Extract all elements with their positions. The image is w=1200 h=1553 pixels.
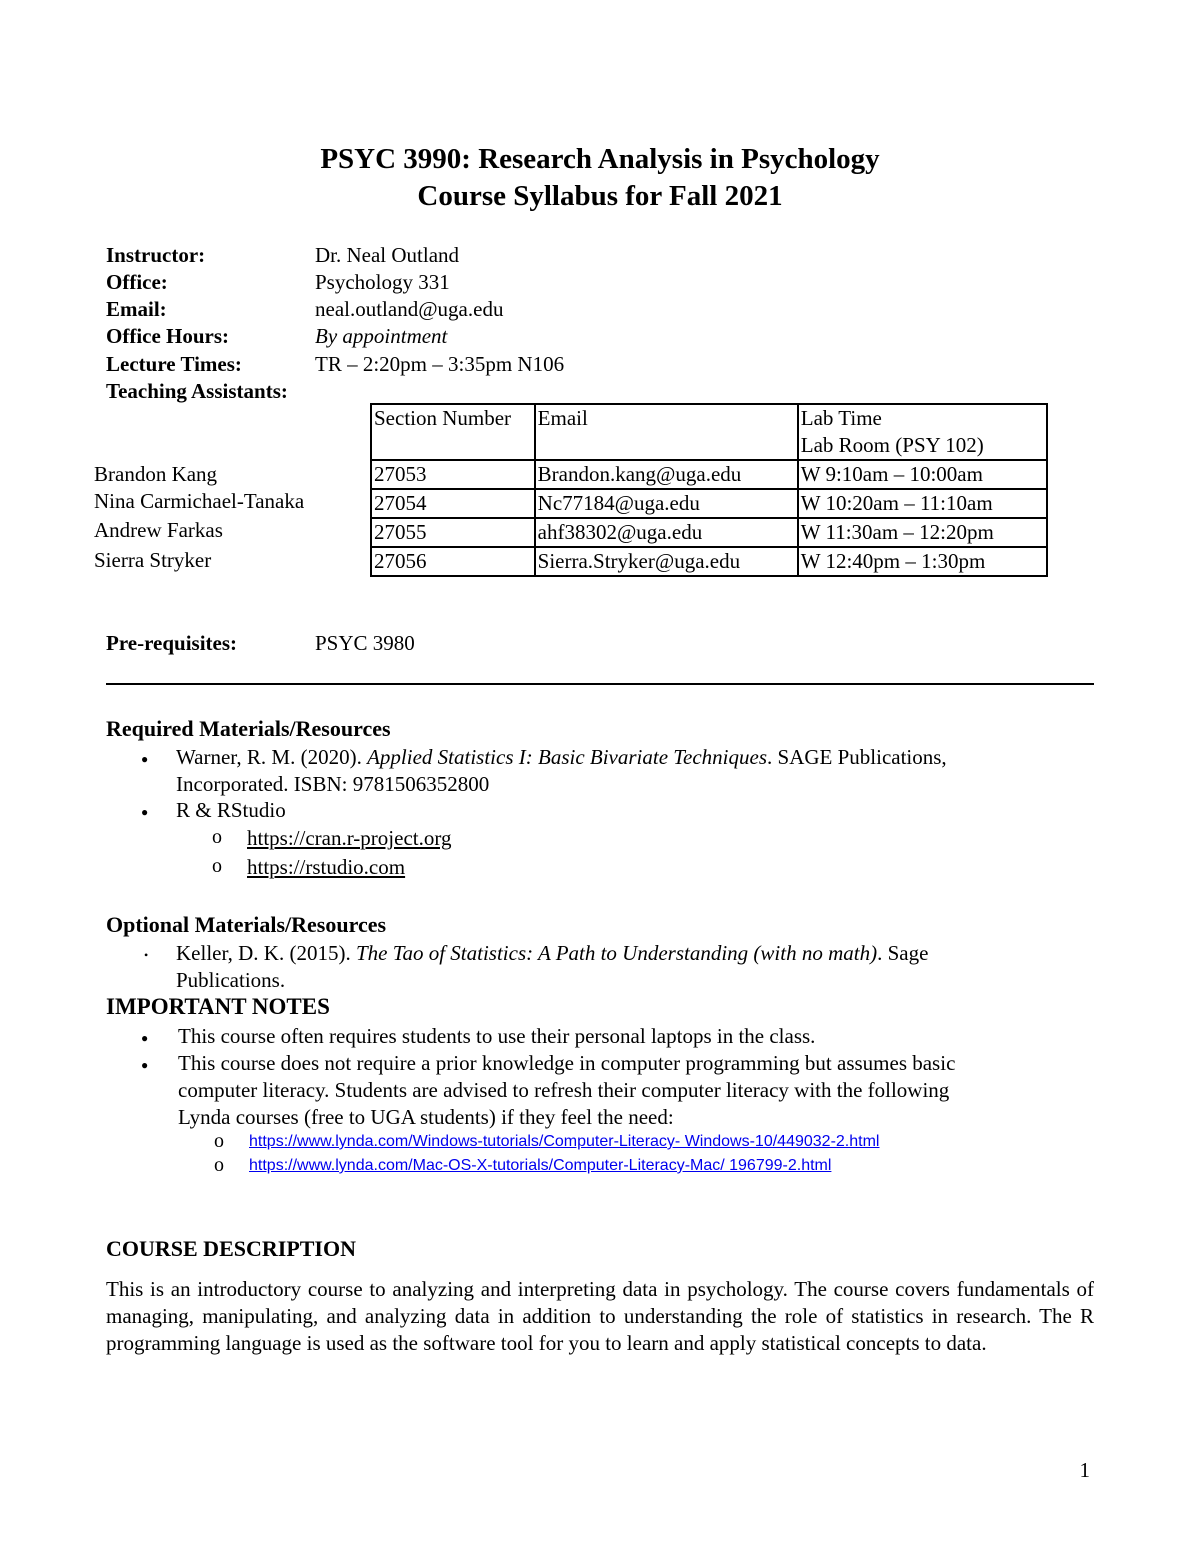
- note-laptops: This course often requires students to use their personal laptops in the class.: [178, 1024, 816, 1048]
- ta-name: Nina Carmichael-Tanaka: [94, 489, 305, 513]
- email-value: neal.outland@uga.edu: [315, 297, 504, 321]
- course-description-text: This is an introductory course to analyzing and interpreting data in psychology. The course covers fundamentals of managing, manipulating, and analyzing data in addition to understanding the role of statistics in research. The R programming language is used as the software tool for you to learn and apply statistical concepts to data.: [106, 1277, 1094, 1355]
- header-email: Email: [535, 404, 798, 460]
- keller-publisher: . Sage: [877, 941, 929, 965]
- table-row: [371, 547, 1047, 576]
- sub-bullet-icon: o: [212, 826, 222, 848]
- bullet-icon: ●: [141, 805, 149, 819]
- instructor-label: Instructor:: [106, 243, 206, 267]
- warner-publisher: . SAGE Publications,: [767, 745, 947, 769]
- note-programming-line3: Lynda courses (free to UGA students) if they feel the need:: [178, 1105, 674, 1129]
- section-cell: 27056: [371, 547, 535, 576]
- section-cell: 27054: [371, 489, 535, 518]
- lab-time-cell: W 12:40pm – 1:30pm: [798, 547, 1047, 576]
- page-number: 1: [1079, 1458, 1090, 1482]
- email-cell: Sierra.Stryker@uga.edu: [535, 547, 798, 576]
- bullet-icon: •: [144, 948, 149, 962]
- lynda-mac-link[interactable]: https://www.lynda.com/Mac-OS-X-tutorials/Computer-Literacy-Mac/ 196799-2.html: [249, 1157, 832, 1174]
- bullet-icon: ●: [141, 752, 149, 766]
- office-label: Office:: [106, 270, 168, 294]
- sub-bullet-icon: o: [214, 1130, 224, 1152]
- email-cell: Nc77184@uga.edu: [535, 489, 798, 518]
- email-cell: ahf38302@uga.edu: [535, 518, 798, 547]
- required-materials-heading: Required Materials/Resources: [106, 716, 391, 741]
- note-programming-line2: computer literacy. Students are advised to refresh their computer literacy with the following: [178, 1078, 950, 1102]
- prereq-label: Pre-requisites:: [106, 631, 238, 655]
- warner-citation: Warner, R. M. (2020).: [176, 745, 368, 769]
- document-subtitle: Course Syllabus for Fall 2021: [417, 180, 783, 212]
- teaching-assistants-label: Teaching Assistants:: [106, 379, 288, 403]
- optional-materials-heading: Optional Materials/Resources: [106, 912, 387, 937]
- ta-table: [370, 403, 1048, 577]
- header-lab-room: Lab Room (PSY 102): [800, 433, 984, 457]
- document-title: PSYC 3990: Research Analysis in Psychology: [320, 143, 880, 175]
- important-notes-heading: IMPORTANT NOTES: [106, 994, 330, 1019]
- optional-item-keller: [176, 941, 928, 966]
- table-row: [371, 518, 1047, 547]
- instructor-value: Dr. Neal Outland: [315, 243, 460, 267]
- header-lab: [798, 404, 1047, 460]
- email-cell: Brandon.kang@uga.edu: [535, 460, 798, 489]
- bullet-icon: ●: [141, 1058, 149, 1072]
- ta-name: Andrew Farkas: [94, 518, 223, 542]
- horizontal-divider: [106, 683, 1094, 685]
- prereq-value: PSYC 3980: [315, 631, 415, 655]
- lynda-windows-link[interactable]: https://www.lynda.com/Windows-tutorials/Computer-Literacy- Windows-10/449032-2.html: [249, 1133, 880, 1150]
- keller-citation: Keller, D. K. (2015).: [176, 941, 356, 965]
- sub-bullet-icon: o: [212, 855, 222, 877]
- section-cell: 27053: [371, 460, 535, 489]
- keller-publisher-line2: Publications.: [176, 968, 286, 992]
- header-lab-time: Lab Time: [800, 406, 882, 430]
- lecture-times-label: Lecture Times:: [106, 352, 242, 376]
- warner-book-title: Applied Statistics I: Basic Bivariate Techniques: [367, 745, 768, 769]
- table-row: [371, 489, 1047, 518]
- cran-link[interactable]: https://cran.r-project.org: [247, 826, 452, 850]
- header-section-number: Section Number: [371, 404, 535, 460]
- required-item-warner: [176, 745, 947, 770]
- section-cell: 27055: [371, 518, 535, 547]
- rstudio-link[interactable]: https://rstudio.com: [247, 855, 406, 879]
- lab-time-cell: W 9:10am – 10:00am: [798, 460, 1047, 489]
- table-row: [371, 460, 1047, 489]
- lecture-times-value: TR – 2:20pm – 3:35pm N106: [315, 352, 565, 376]
- office-hours-label: Office Hours:: [106, 324, 230, 348]
- required-item-r: R & RStudio: [176, 798, 286, 822]
- ta-name: Sierra Stryker: [94, 548, 212, 572]
- ta-name: Brandon Kang: [94, 462, 218, 486]
- lab-time-cell: W 10:20am – 11:10am: [798, 489, 1047, 518]
- email-label: Email:: [106, 297, 167, 321]
- lab-time-cell: W 11:30am – 12:20pm: [798, 518, 1047, 547]
- course-description-heading: COURSE DESCRIPTION: [106, 1236, 356, 1261]
- sub-bullet-icon: o: [214, 1154, 224, 1176]
- bullet-icon: ●: [141, 1031, 149, 1045]
- office-hours-value: By appointment: [315, 324, 448, 348]
- warner-isbn: Incorporated. ISBN: 9781506352800: [176, 772, 490, 796]
- note-programming-line1: This course does not require a prior knowledge in computer programming but assumes basic: [178, 1051, 956, 1075]
- table-header-row: [371, 404, 1047, 460]
- keller-book-title: The Tao of Statistics: A Path to Understanding (with no math): [355, 941, 878, 965]
- office-value: Psychology 331: [315, 270, 450, 294]
